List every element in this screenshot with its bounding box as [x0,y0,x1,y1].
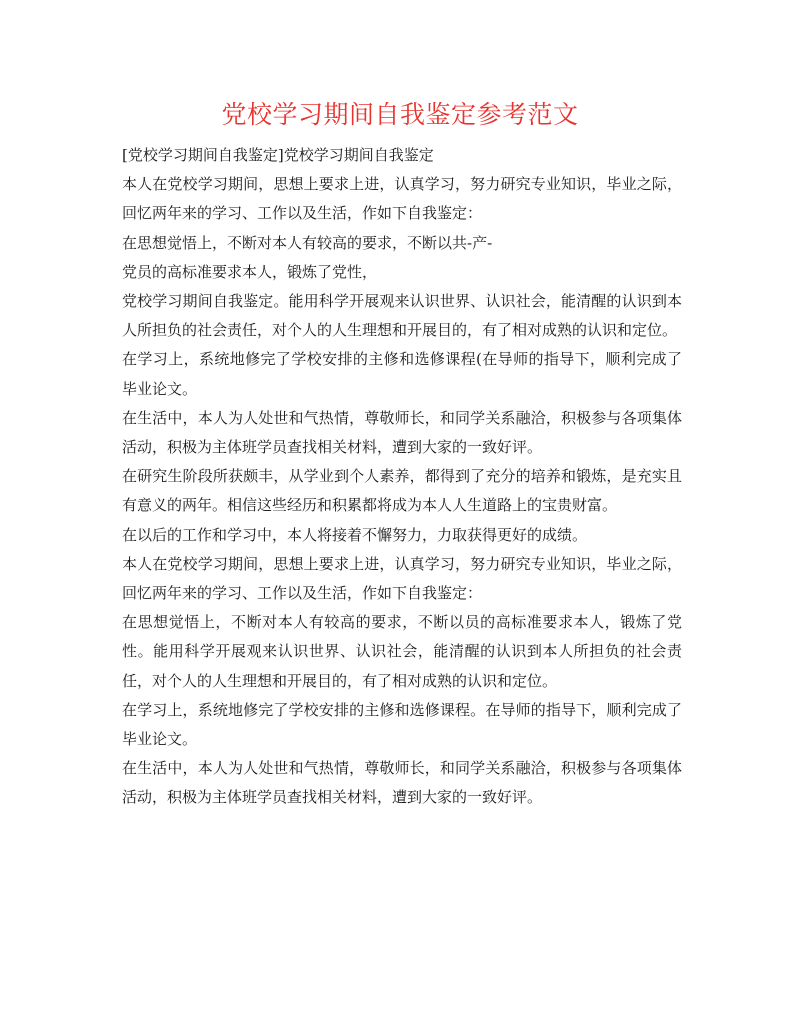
paragraph: 在研究生阶段所获颇丰，从学业到个人素养，都得到了充分的培养和锻炼，是充实且有意义的两年。相信这些经历和积累都将成为本人人生道路上的宝贵财富。 [122,467,682,515]
paragraph-subtitle: [党校学习期间自我鉴定]党校学习期间自我鉴定 [122,146,434,164]
paragraph: 本人在党校学习期间，思想上要求上进，认真学习，努力研究专业知识，毕业之际，回忆两年来的学习、工作以及生活，作如下自我鉴定： [122,175,682,223]
paragraph: 在生活中，本人为人处世和气热情，尊敬师长，和同学关系融洽，积极参与各项集体活动，积极为主体班学员查找相关材料，遭到大家的一致好评。 [122,759,682,807]
paragraph: 在学习上，系统地修完了学校安排的主修和选修课程。在导师的指导下，顺利完成了毕业论文。 [122,700,682,749]
paragraph: 党校学习期间自我鉴定。能用科学开展观来认识世界、认识社会，能清醒的认识到本人所担负的社会责任，对个人的人生理想和开展目的，有了相对成熟的认识和定位。 [122,292,682,340]
paragraph: 在思想觉悟上，不断对本人有较高的要求，不断以员的高标准要求本人，锻炼了党性。能用科学开展观来认识世界、认识社会，能清醒的认识到本人所担负的社会责任，对个人的人生理想和开展目的，有了相对成熟的认识和定位。 [122,613,682,690]
document-body [122,141,682,813]
paragraph: 在思想觉悟上，不断对本人有较高的要求，不断以共-产- [122,233,493,252]
document-title: 党校学习期间自我鉴定参考范文 [221,100,579,129]
paragraph: 在学习上，系统地修完了学校安排的主修和选修课程(在导师的指导下，顺利完成了毕业论文。 [122,350,682,398]
paragraph: 在以后的工作和学习中，本人将接着不懈努力，力取获得更好的成绩。 [122,525,588,544]
paragraph: 在生活中，本人为人处世和气热情，尊敬师长，和同学关系融洽，积极参与各项集体活动，积极为主体班学员查找相关材料，遭到大家的一致好评。 [122,408,682,457]
paragraph: 党员的高标准要求本人，锻炼了党性， [122,262,378,281]
paragraph: 本人在党校学习期间，思想上要求上进，认真学习，努力研究专业知识，毕业之际，回忆两年来的学习、工作以及生活，作如下自我鉴定： [122,554,682,603]
